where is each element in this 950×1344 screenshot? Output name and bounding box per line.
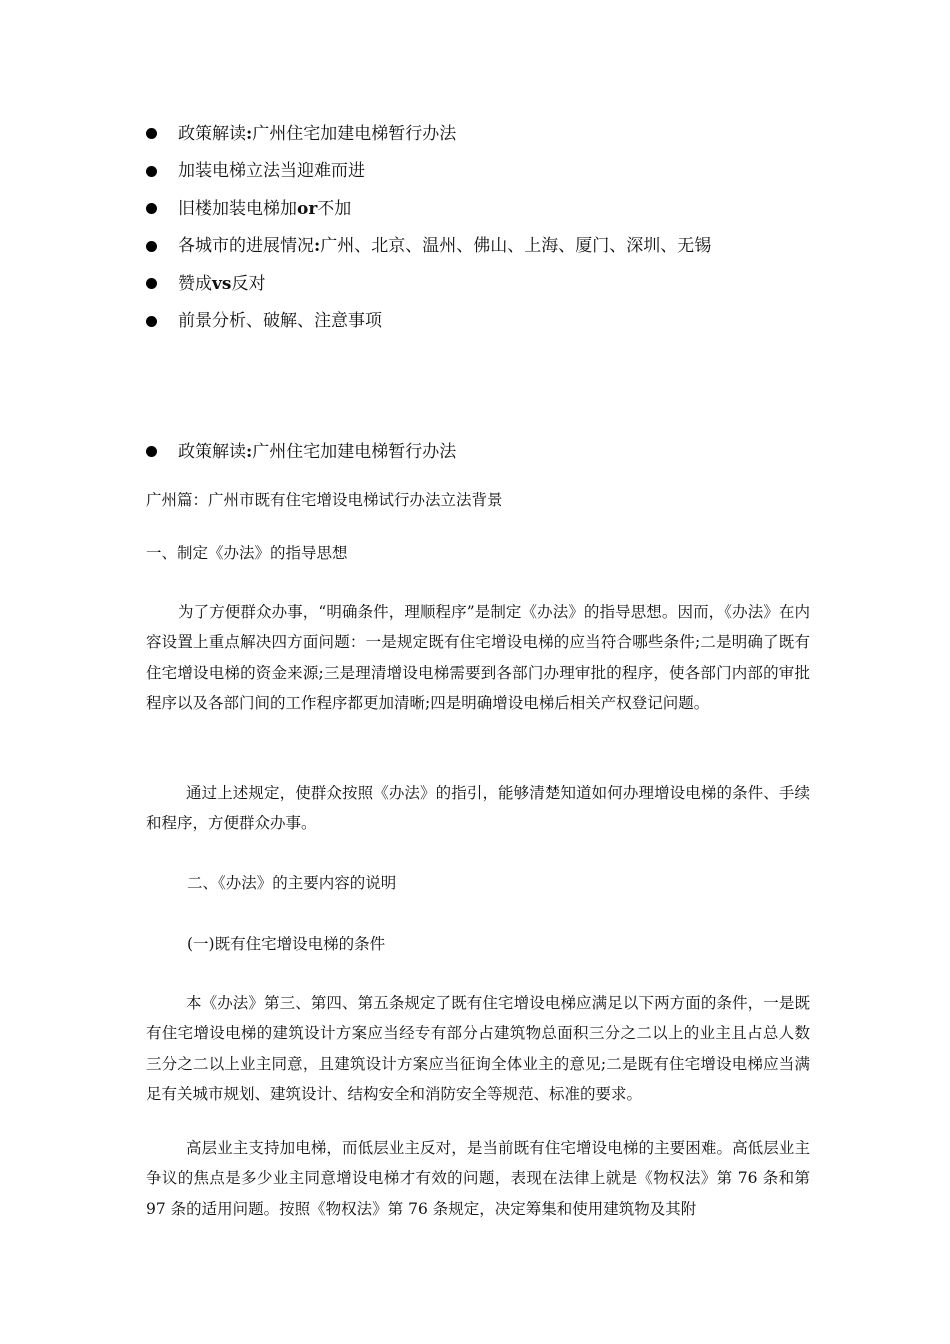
heading-conditions: (一)既有住宅增设电梯的条件 [187, 935, 386, 953]
paragraph: 本《办法》第三、第四、第五条规定了既有住宅增设电梯应满足以下两方面的条件，一是既有住宅增设电梯的建筑设计方案应当经专有部分占建筑物总面积三分之二以上的业主且占总人数三分之二以上业主同意，且建筑设计方案应当征询全体业主的意见;二是既有住宅增设电梯应当满足有关城市规划、建筑设计、结构安全和消防安全等规范、标准的要求。 [146, 994, 810, 1104]
bullet-icon [146, 166, 157, 177]
bullet-icon [146, 278, 157, 289]
toc-list [146, 115, 711, 340]
paragraph: 高层业主支持加电梯，而低层业主反对，是当前既有住宅增设电梯的主要困难。高低层业主争议的焦点是多少业主同意增设电梯才有效的问题，表现在法律上就是《物权法》第 76 条和第 97 条的适用问题。按照《物权法》第 76 条规定，决定筹集和使用建筑物及其附 [146, 1139, 810, 1218]
bullet-icon [146, 241, 157, 252]
bullet-icon [146, 446, 157, 457]
bullet-icon [146, 316, 157, 327]
paragraph: 通过上述规定，使群众按照《办法》的指引，能够清楚知道如何办理增设电梯的条件、手续和程序，方便群众办事。 [146, 784, 810, 833]
heading-main-content: 二、《办法》的主要内容的说明 [187, 874, 397, 892]
subtitle: 广州篇：广州市既有住宅增设电梯试行办法立法背景 [146, 491, 503, 509]
toc-item: 政策解读 : 广州住宅加建电梯暂行办法 [146, 115, 711, 153]
heading-guiding-idea: 一、制定《办法》的指导思想 [146, 544, 348, 562]
toc-item: 旧楼加装电梯加 or 不加 [146, 190, 711, 228]
toc-item: 前景分析、破解、注意事项 [146, 303, 711, 341]
bullet-icon [146, 203, 157, 214]
section-heading-list [146, 433, 456, 471]
bullet-icon [146, 128, 157, 139]
paragraph: 为了方便群众办事，“明确条件，理顺程序”是制定《办法》的指导思想。因而，《办法》在内容设置上重点解决四方面问题：一是规定既有住宅增设电梯的应当符合哪些条件;二是明确了既有住宅增设电梯的资金来源;三是理清增设电梯需要到各部门办理审批的程序，使各部门内部的审批程序以及各部门间的工作程序都更加清晰;四是明确增设电梯后相关产权登记问题。 [146, 603, 810, 713]
toc-item: 赞成 vs 反对 [146, 265, 711, 303]
section-heading: 政策解读 : 广州住宅加建电梯暂行办法 [146, 433, 456, 471]
toc-item: 各城市的进展情况 : 广州、北京、温州、佛山、上海、厦门、深圳、无锡 [146, 228, 711, 266]
toc-item: 加装电梯立法当迎难而进 [146, 153, 711, 191]
